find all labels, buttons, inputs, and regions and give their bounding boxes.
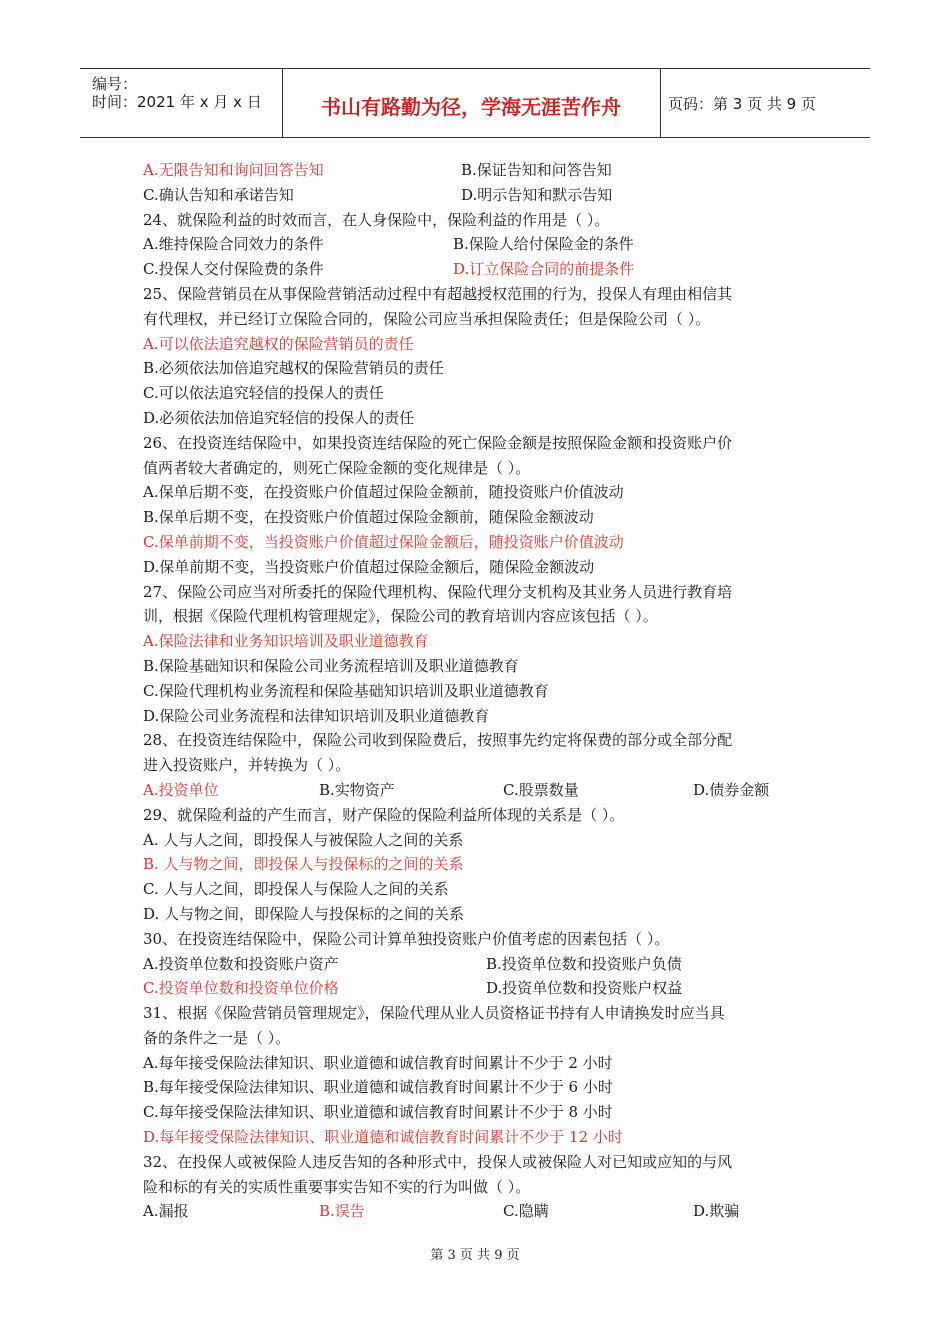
text-line (143, 505, 813, 530)
text-line (143, 257, 813, 282)
option-item: C.确认告知和承诺告知 (143, 185, 294, 204)
text-line (143, 1175, 813, 1200)
text-line (143, 580, 813, 605)
option-item: A.无限告知和询问回答告知 (143, 161, 324, 179)
text-segment: D.保险公司业务流程和法律知识培训及职业道德教育 (143, 706, 490, 725)
text-segment: 29、就保险利益的产生而言，财产保险的保险利益所体现的关系是（ ）。 (143, 805, 625, 824)
text-line (143, 1075, 813, 1100)
text-segment: 30、在投资连结保险中，保险公司计算单独投资账户价值考虑的因素包括（ ）。 (143, 929, 670, 948)
option-item: B.实物资产 (319, 780, 395, 799)
text-segment: 28、在投资连结保险中，保险公司收到保险费后，按照事先约定将保费的部分或全部分配 (143, 731, 733, 750)
text-line (143, 307, 813, 332)
option-item: A.投资单位 (143, 780, 219, 799)
text-line (143, 530, 813, 555)
text-segment: B.必须依法加倍追究越权的保险营销员的责任 (143, 359, 444, 378)
text-line (143, 902, 813, 927)
text-segment: 27、保险公司应当对所委托的保险代理机构、保险代理分支机构及其业务人员进行教育培 (143, 582, 733, 601)
option-item: D.订立保险合同的前提条件 (453, 260, 635, 279)
text-segment: B.保单后期不变，在投资账户价值超过保险金额前，随保险金额波动 (143, 508, 594, 527)
text-segment: 险和标的有关的实质性重要事实告知不实的行为叫做（ ）。 (143, 1177, 531, 1196)
text-line (143, 1199, 813, 1224)
text-line (143, 1051, 813, 1076)
text-segment: 备的条件之一是（ ）。 (143, 1028, 291, 1047)
option-item: D.债券金额 (693, 780, 770, 799)
option-item: B.误告 (319, 1202, 365, 1221)
text-line (143, 1001, 813, 1026)
text-segment: B. 人与物之间，即投保人与投保标的之间的关系 (143, 855, 464, 874)
text-line (143, 381, 813, 406)
text-segment: A.保单后期不变，在投资账户价值超过保险金额前，随投资账户价值波动 (143, 483, 624, 502)
text-segment: C.可以依法追究轻信的投保人的责任 (143, 384, 384, 403)
text-line (143, 803, 813, 828)
text-line (143, 332, 813, 357)
text-segment: 值两者较大者确定的，则死亡保险金额的变化规律是（ ）。 (143, 458, 531, 477)
text-line (143, 604, 813, 629)
text-line (143, 431, 813, 456)
text-line (143, 679, 813, 704)
text-segment: A. 人与人之间，即投保人与被保险人之间的关系 (143, 830, 464, 849)
text-segment: C.保单前期不变，当投资账户价值超过保险金额后，随投资账户价值波动 (143, 532, 624, 551)
text-line (143, 232, 813, 257)
text-segment: D.保单前期不变，当投资账户价值超过保险金额后，随保险金额波动 (143, 557, 595, 576)
text-line (143, 654, 813, 679)
text-line (143, 976, 813, 1001)
text-segment: 24、就保险利益的时效而言，在人身保险中，保险利益的作用是（ ）。 (143, 210, 610, 229)
header-page-number: 页码：第 3 页 共 9 页 (668, 95, 816, 113)
option-item: D.明示告知和默示告知 (461, 185, 613, 204)
option-item: B.保险人给付保险金的条件 (453, 235, 634, 254)
text-line (143, 406, 813, 431)
text-segment: A.保险法律和业务知识培训及职业道德教育 (143, 632, 429, 651)
text-segment: B.保险基础知识和保险公司业务流程培训及职业道德教育 (143, 656, 519, 675)
header-meta-cell (80, 69, 283, 137)
option-item: A.漏报 (143, 1202, 189, 1221)
document-date: 时间：2021 年 x 月 x 日 (92, 93, 262, 111)
text-line (143, 778, 813, 803)
option-item: A.维持保险合同效力的条件 (143, 235, 324, 254)
text-line (143, 728, 813, 753)
option-item: C.隐瞒 (503, 1202, 549, 1221)
text-line (143, 282, 813, 307)
text-segment: B.每年接受保险法律知识、职业道德和诚信教育时间累计不少于 6 小时 (143, 1078, 613, 1097)
page-header (80, 68, 870, 138)
text-segment: 26、在投资连结保险中，如果投资连结保险的死亡保险金额是按照保险金额和投资账户价 (143, 433, 733, 452)
text-segment: A.可以依法追究越权的保险营销员的责任 (143, 334, 414, 353)
header-motto-cell (282, 69, 661, 137)
text-segment: 25、保险营销员在从事保险营销活动过程中有超越授权范围的行为，投保人有理由相信其 (143, 284, 733, 303)
text-line (143, 828, 813, 853)
text-segment: 有代理权，并已经订立保险合同的，保险公司应当承担保险责任；但是保险公司（ ）。 (143, 309, 711, 328)
option-item: C.投资单位数和投资单位价格 (143, 979, 339, 998)
text-line (143, 480, 813, 505)
text-segment: D.必须依法加倍追究轻信的投保人的责任 (143, 408, 415, 427)
text-line (143, 877, 813, 902)
option-item: A.投资单位数和投资账户资产 (143, 954, 339, 973)
option-item: C.投保人交付保险费的条件 (143, 260, 324, 279)
text-line (143, 183, 813, 208)
text-line (143, 555, 813, 580)
text-line (143, 356, 813, 381)
option-item: D.投资单位数和投资账户权益 (486, 979, 683, 998)
text-segment: 训，根据《保险代理机构管理规定》，保险公司的教育培训内容应该包括（ ）。 (143, 607, 658, 626)
option-item: C.股票数量 (503, 780, 579, 799)
text-segment: A.每年接受保险法律知识、职业道德和诚信教育时间累计不少于 2 小时 (143, 1053, 613, 1072)
document-code-label: 编号： (92, 75, 138, 93)
text-line (143, 927, 813, 952)
option-item: B.保证告知和问答告知 (461, 161, 612, 179)
text-line (143, 158, 813, 183)
text-line (143, 753, 813, 778)
question-body (143, 158, 813, 1224)
header-motto: 书山有路勤为径，学海无涯苦作舟 (321, 95, 621, 119)
text-segment: C. 人与人之间，即投保人与保险人之间的关系 (143, 880, 449, 899)
text-line (143, 629, 813, 654)
text-segment: C.每年接受保险法律知识、职业道德和诚信教育时间累计不少于 8 小时 (143, 1103, 613, 1122)
text-segment: C.保险代理机构业务流程和保险基础知识培训及职业道德教育 (143, 681, 549, 700)
text-segment: 32、在投保人或被保险人违反告知的各种形式中，投保人或被保险人对已知或应知的与风 (143, 1152, 733, 1171)
text-line (143, 704, 813, 729)
text-segment: D.每年接受保险法律知识、职业道德和诚信教育时间累计不少于 12 小时 (143, 1128, 623, 1147)
option-item: B.投资单位数和投资账户负债 (486, 954, 682, 973)
text-line (143, 208, 813, 233)
text-line (143, 1026, 813, 1051)
text-line (143, 1150, 813, 1175)
page-footer: 第 3 页 共 9 页 (430, 1248, 520, 1263)
text-line (143, 1125, 813, 1150)
text-segment: 31、根据《保险营销员管理规定》，保险代理从业人员资格证书持有人申请换发时应当具 (143, 1004, 725, 1023)
header-page-cell (660, 69, 870, 137)
text-segment: 进入投资账户，并转换为（ ）。 (143, 756, 351, 775)
option-item: D.欺骗 (693, 1202, 740, 1221)
text-line (143, 852, 813, 877)
text-line (143, 1100, 813, 1125)
text-segment: D. 人与物之间，即保险人与投保标的之间的关系 (143, 904, 465, 923)
text-line (143, 456, 813, 481)
text-line (143, 952, 813, 977)
